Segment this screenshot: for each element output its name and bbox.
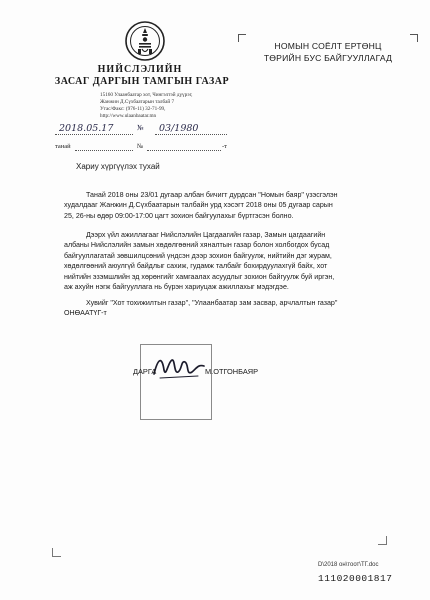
corner-mark	[410, 34, 418, 42]
org-name-line1: НИЙСЛЭЛИЙН	[97, 64, 183, 75]
address-line: Жанжин Д.Сүхбаатарын талбай 7	[100, 99, 175, 105]
address-line: Утас/Факс: (976-11) 32-71-99,	[100, 106, 166, 112]
date-number-line	[55, 123, 230, 137]
text-line: албаны Нийслэлийн замын хөдөлгөөний хяналтын газар болон холбогдох бусад	[64, 241, 330, 250]
letter-number: 03/1980	[159, 123, 199, 134]
corner-mark	[378, 536, 387, 545]
address-line: http://www.ulaanbaatar.mn	[100, 113, 157, 119]
body-paragraph	[64, 298, 376, 319]
text-line: ОНӨААТҮГ-т	[64, 309, 107, 318]
signatory-title: ДАРГА	[133, 367, 157, 376]
ref-label: танай	[55, 143, 71, 150]
letter-date: 2018.05.17	[59, 123, 114, 134]
corner-mark	[52, 548, 61, 557]
text-line: Дээрх үйл ажиллагааг Нийслэлийн Цагдаагийн газар, Замын цагдаагийн	[86, 231, 326, 239]
body-paragraph	[64, 190, 376, 221]
text-line: байгууллагатай зөвшилцсөний үндсэн дээр зохион байгуулж, нийтийн дэг журам,	[64, 251, 332, 260]
address-line: 15160 Улаанбаатар хот, Чингэлтэй дүүрэг,	[100, 92, 193, 98]
state-emblem-icon	[124, 20, 166, 62]
recipient-line: НОМЫН СОЁЛТ ЕРТӨНЦ	[274, 41, 382, 51]
recipient-line: ТӨРИЙН БУС БАЙГУУЛЛАГАД	[263, 53, 393, 63]
document-barcode-number: 111020001817	[318, 573, 393, 584]
text-line: Хувийг "Хот тохижилтын газар", "Улаанбаатар зам засвар, арчлалтын газар"	[86, 299, 338, 307]
handwritten-signature	[148, 352, 208, 384]
ref-number-sign: №	[137, 143, 144, 150]
ref-suffix: -т	[222, 143, 228, 150]
text-line: нийтийн эзэмшлийн эд хөрөнгийг хамгаалах асуудлыг зохион байгуулж буй иргэн,	[64, 272, 335, 281]
body-paragraph	[64, 230, 376, 292]
number-sign: №	[137, 124, 144, 132]
reference-line	[55, 141, 230, 153]
file-reference: D\2018 он\тоот\ТГ.doc	[318, 562, 379, 568]
text-line: Танай 2018 оны 23/01 дугаар албан бичигт дурдсан "Номын баяр" үзэсгэлэн	[86, 191, 338, 199]
text-line: аж ахуйн нэгж байгууллага нь бүрэн хариуцаж ажиллахыг мэдэгдэе.	[64, 283, 289, 292]
recipient-block	[248, 40, 408, 64]
org-name-line2: ЗАСАГ ДАРГЫН ТАМГЫН ГАЗАР	[54, 76, 230, 87]
letter-subject: Хариу хүргүүлэх тухай	[76, 162, 160, 171]
org-address	[100, 92, 240, 120]
corner-mark	[238, 34, 246, 42]
text-line: худалдааг Жанжин Д.Сүхбаатарын талбайн урд хэсэгт 2018 оны 05 дугаар сарын	[64, 201, 333, 210]
text-line: 25, 26-ны өдөр 09:00-17:00 цагт зохион байгуулахыг бүртгэсэн болно.	[64, 211, 294, 220]
text-line: хөдөлгөөний аюулгүй байдлыг сахиж, гудамж талбайг бохирдуулахгүй байх, хот	[64, 262, 328, 271]
signatory-name: М.ОТГОНБАЯР	[205, 367, 259, 376]
